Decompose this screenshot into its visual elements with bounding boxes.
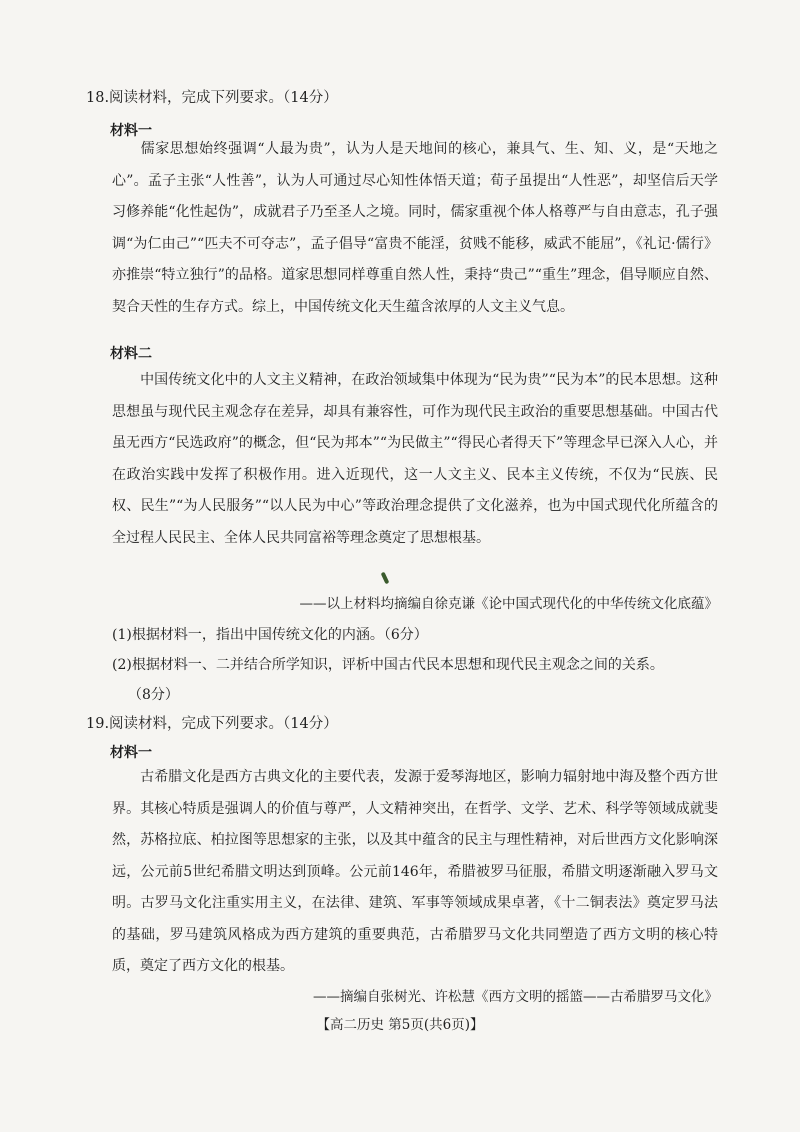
q18-material-1-body: 儒家思想始终强调“人最为贵”，认为人是天地间的核心，兼具气、生、知、义，是“天地之心”。孟子主张“人性善”，认为人可通过尽心知性体悟天道；荀子虽提出“人性恶”，却坚信后天学习修养能“化性起伪”，成就君子乃至圣人之境。同时，儒家重视个体人格尊严与自由意志，孔子强调“为仁由己”“匹夫不可夺志”，孟子倡导“富贵不能淫，贫贱不能移，威武不能屈”，《礼记·儒行》亦推崇“特立独行”的品格。道家思想同样尊重自然人性，秉持“贵己”“重生”理念，倡导顺应自然、契合天性的生存方式。综上，中国传统文化天生蕴含浓厚的人文主义气息。 (112, 141, 718, 315)
page-footer: 【高二历史 第5页(共6页)】 (316, 1017, 484, 1033)
question-18-title: 18.阅读材料，完成下列要求。（14分） (86, 90, 338, 106)
ink-mark (381, 572, 390, 585)
q18-sub-question-1: (1)根据材料一，指出中国传统文化的内涵。（6分） (112, 627, 428, 643)
q18-sub-question-2: (2)根据材料一、二并结合所学知识，评析中国古代民本思想和现代民主观念之间的关系。 (112, 657, 664, 673)
q19-material-1-label: 材料一 (110, 745, 152, 761)
q19-source-citation: ——摘编自张树光、许松慧《西方文明的摇篮——古希腊罗马文化》 (313, 989, 718, 1005)
q18-material-2-text (112, 365, 718, 554)
q19-material-1-body: 古希腊文化是西方古典文化的主要代表，发源于爱琴海地区，影响力辐射地中海及整个西方世界。其核心特质是强调人的价值与尊严，人文精神突出，在哲学、文学、艺术、科学等领域成就斐然，苏格拉底、柏拉图等思想家的主张，以及其中蕴含的民主与理性精神，对后世西方文化影响深远，公元前5世纪希腊文明达到顶峰。公元前146年，希腊被罗马征服，希腊文明逐渐融入罗马文明。古罗马文化注重实用主义，在法律、建筑、军事等领域成果卓著，《十二铜表法》奠定罗马法的基础，罗马建筑风格成为西方建筑的重要典范，古希腊罗马文化共同塑造了西方文明的核心特质，奠定了西方文化的根基。 (112, 769, 718, 974)
q18-source-citation: ——以上材料均摘编自徐克谦《论中国式现代化的中华传统文化底蕴》 (299, 596, 718, 612)
q19-material-1-text (112, 762, 718, 983)
q18-sub-question-2-score: （8分） (128, 687, 179, 703)
q18-material-1-label: 材料一 (110, 123, 152, 139)
q18-material-1-text (112, 134, 718, 323)
question-19-title: 19.阅读材料，完成下列要求。（14分） (86, 716, 338, 732)
q18-material-2-body: 中国传统文化中的人文主义精神，在政治领域集中体现为“民为贵”“民为本”的民本思想。这种思想虽与现代民主观念存在差异，却具有兼容性，可作为现代民主政治的重要思想基础。中国古代虽无西方“民选政府”的概念，但“民为邦本”“为民做主”“得民心者得天下”等理念早已深入人心，并在政治实践中发挥了积极作用。进入近现代，这一人文主义、民本主义传统，不仅为“民族、民权、民生”“为人民服务”“以人民为中心”等政治理念提供了文化滋养，也为中国式现代化所蕴含的全过程人民民主、全体人民共同富裕等理念奠定了思想根基。 (112, 372, 718, 546)
q18-material-2-label: 材料二 (110, 346, 152, 362)
